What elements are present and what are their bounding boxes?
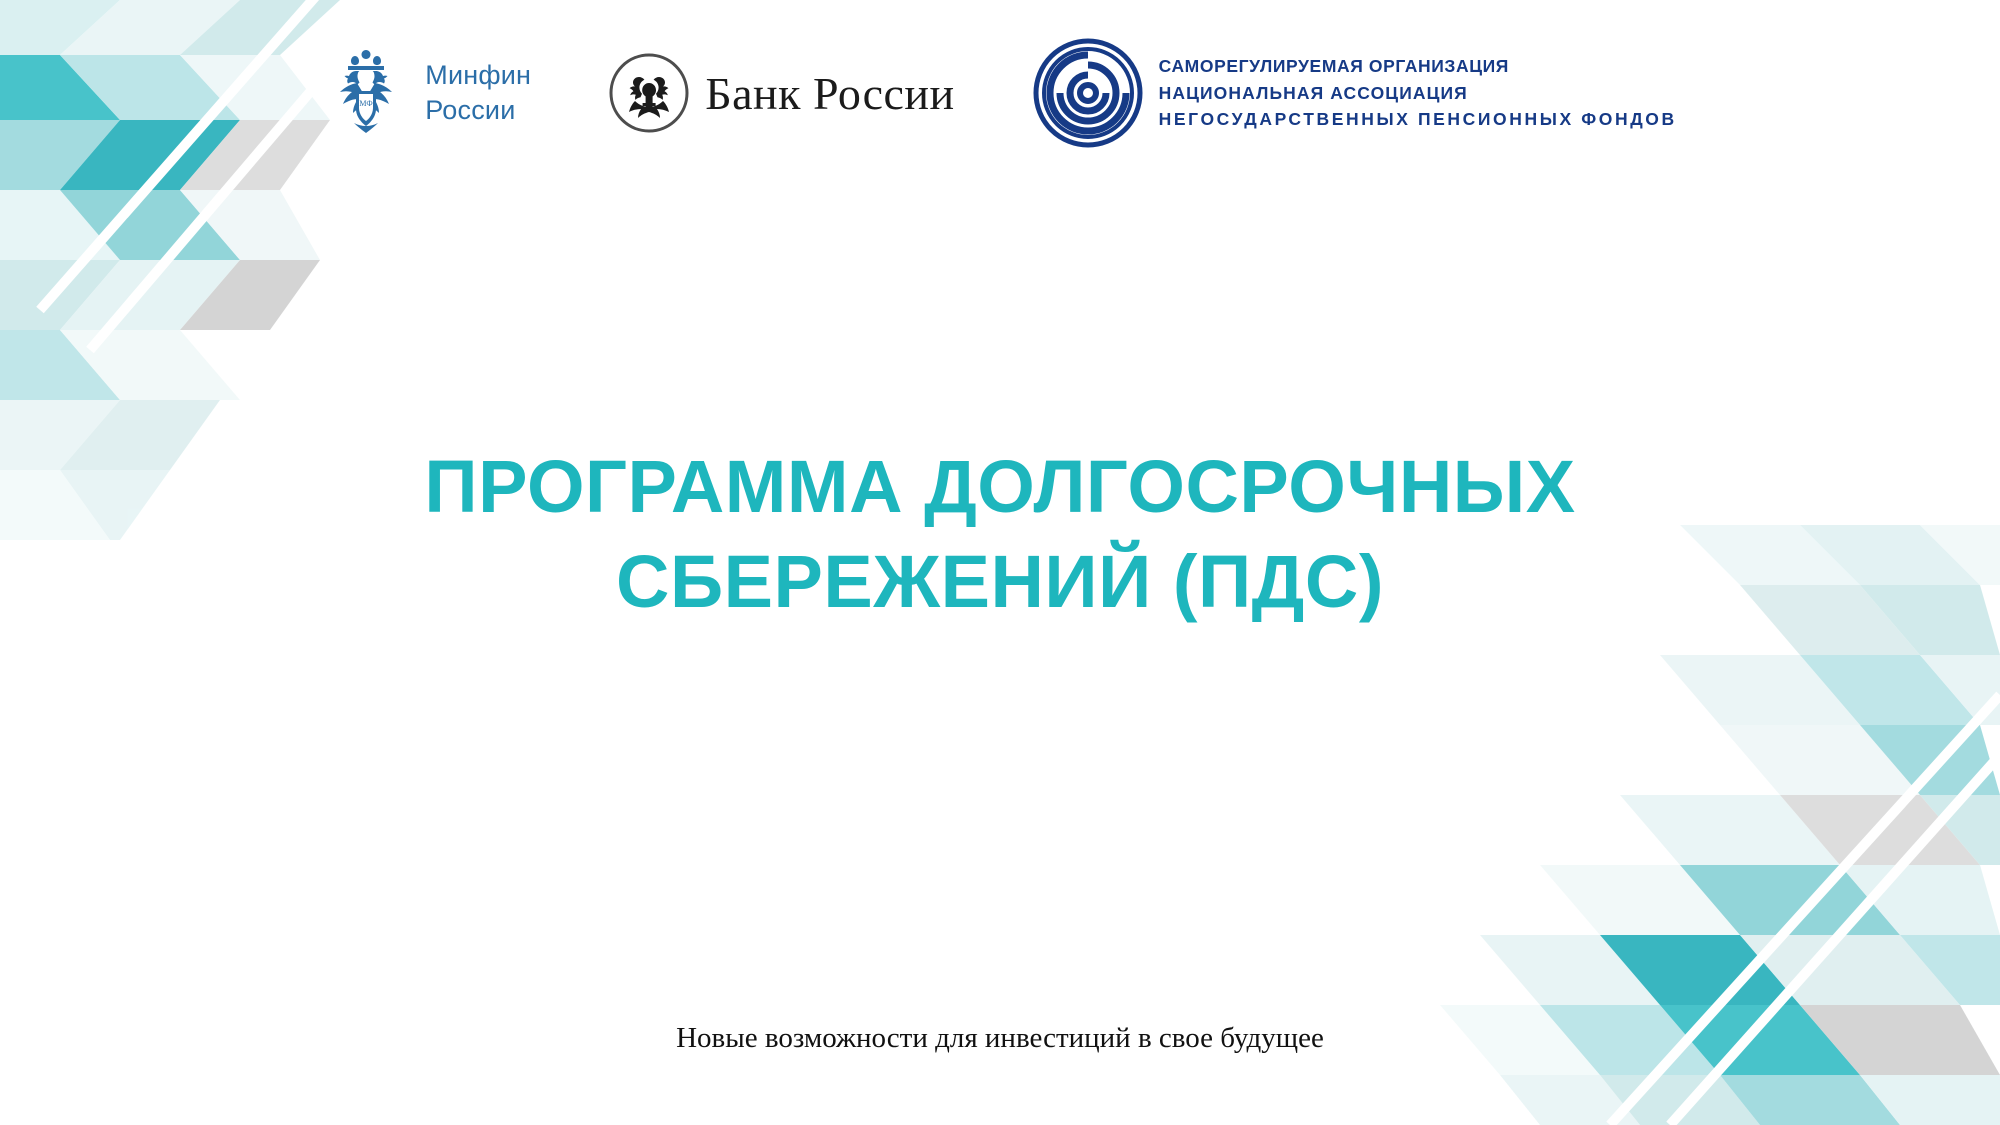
logo-napf-line1: САМОРЕГУЛИРУЕМАЯ ОРГАНИЗАЦИЯ bbox=[1158, 56, 1509, 77]
logo-minfin-line2: России bbox=[425, 95, 516, 125]
logo-minfin bbox=[323, 47, 531, 139]
double-headed-eagle-icon bbox=[609, 53, 689, 133]
logo-minfin-text bbox=[425, 58, 531, 128]
logo-napf-line3: НЕГОСУДАРСТВЕННЫХ ПЕНСИОННЫХ ФОНДОВ bbox=[1158, 109, 1677, 130]
page-title: ПРОГРАММА ДОЛГОСРОЧНЫХ СБЕРЕЖЕНИЙ (ПДС) bbox=[424, 445, 1576, 623]
russian-coat-of-arms-icon bbox=[323, 47, 409, 139]
logo-bank-of-russia-text: Банк России bbox=[705, 67, 955, 119]
logo-minfin-line1: Минфин bbox=[425, 59, 532, 90]
title-block bbox=[300, 440, 1700, 629]
logo-napf-line2: НАЦИОНАЛЬНАЯ АССОЦИАЦИЯ bbox=[1158, 82, 1468, 103]
spiral-icon bbox=[1033, 38, 1143, 148]
page-subtitle: Новые возможности для инвестиций в свое будущее bbox=[676, 1022, 1324, 1054]
logo-bank-of-russia bbox=[609, 53, 954, 133]
logo-napf-text bbox=[1159, 53, 1677, 133]
svg-text:МФ: МФ bbox=[359, 99, 373, 108]
logo-row bbox=[0, 28, 2000, 158]
logo-napf bbox=[1033, 38, 1677, 148]
